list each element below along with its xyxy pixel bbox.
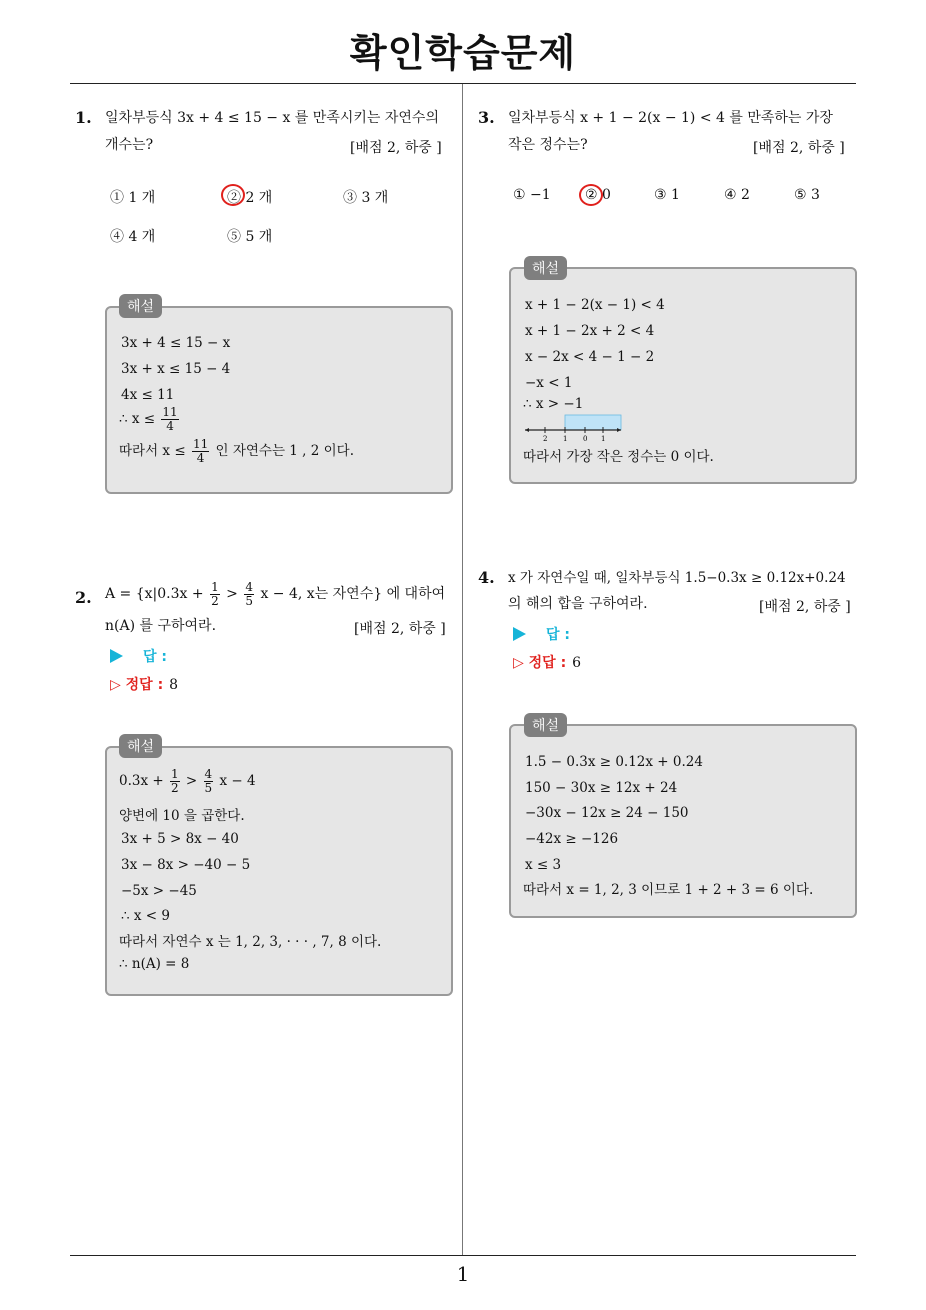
solution-line: x ≤ 3: [525, 857, 562, 873]
question-number: 4.: [478, 568, 495, 587]
fraction: $\frac{4}{5}$: [245, 579, 253, 608]
bottom-rule: [70, 1255, 856, 1256]
solution-line: x + 1 − 2x + 2 < 4: [525, 323, 655, 339]
solution-line: x − 2x < 4 − 1 − 2: [525, 349, 655, 365]
solution-line: 3x + 5 > 8x − 40: [121, 831, 239, 847]
solution-label: 해설: [524, 256, 567, 280]
tick-label: 1: [563, 435, 568, 442]
solution-label: 해설: [119, 294, 162, 318]
option-2[interactable]: ② 2 개: [227, 190, 273, 206]
tick-label: 0: [583, 435, 588, 442]
correct-answer: ▷ 정답 : 8: [110, 677, 179, 693]
solution-line: −x < 1: [525, 375, 573, 391]
solution-line: −30x − 12x ≥ 24 − 150: [525, 805, 689, 821]
fraction: $\frac{1}{2}$: [170, 767, 179, 795]
solution-line: 3x + x ≤ 15 − 4: [121, 361, 231, 377]
solution-line: 따라서 자연수 x 는 1, 2, 3, · · · , 7, 8 이다.: [119, 934, 382, 950]
score-tag: [배점 2, 하중 ]: [350, 140, 442, 156]
solution-line: 따라서 x = 1, 2, 3 이므로 1 + 2 + 3 = 6 이다.: [523, 882, 814, 898]
question-number: 2.: [75, 588, 92, 607]
tick-label: 2: [543, 435, 548, 442]
page-title: 확인학습문제: [349, 31, 577, 75]
option-5[interactable]: ⑤ 5 개: [227, 229, 273, 245]
fraction: $\frac{11}{4}$: [162, 405, 178, 433]
solution-line: ∴ n(A) = 8: [119, 956, 190, 972]
selected-answer-mark: [221, 184, 245, 206]
option-3[interactable]: ③ 1: [654, 187, 680, 203]
score-tag: [배점 2, 하중 ]: [753, 140, 845, 156]
solution-line: x + 1 − 2(x − 1) < 4: [525, 297, 665, 313]
question-text-line2: n(A) 를 구하여라.: [105, 618, 217, 634]
fraction: $\frac{1}{2}$: [211, 579, 219, 608]
solution-line: ∴ x > −1: [523, 396, 584, 412]
solution-line: ∴ x < 9: [121, 908, 170, 924]
solution-line: 3x − 8x > −40 − 5: [121, 857, 251, 873]
solution-box: [509, 267, 857, 484]
question-text-line1: x 가 자연수일 때, 일차부등식 1.5−0.3x ≥ 0.12x+0.24: [508, 570, 846, 586]
fraction: $\frac{11}{4}$: [192, 437, 209, 465]
solution-box: [509, 724, 857, 918]
solution-line: 1.5 − 0.3x ≥ 0.12x + 0.24: [525, 754, 703, 770]
option-1[interactable]: ① 1 개: [110, 190, 156, 206]
column-divider: [462, 84, 463, 1256]
answer-input-row[interactable]: 답 :: [110, 646, 167, 666]
option-1[interactable]: ① −1: [513, 187, 551, 203]
solution-line: 150 − 30x ≥ 12x + 24: [525, 780, 678, 796]
page-number: 1: [456, 1262, 470, 1286]
solution-box: [105, 306, 453, 494]
number-line: [523, 412, 623, 442]
answer-input-row[interactable]: 답 :: [513, 624, 570, 644]
tick-label: 1: [601, 435, 606, 442]
play-triangle-icon: [513, 627, 526, 641]
question-text-line1: 일차부등식 x + 1 − 2(x − 1) < 4 를 만족하는 가장: [508, 110, 833, 126]
solution-line: 따라서 가장 작은 정수는 0 이다.: [523, 449, 714, 465]
fraction: $\frac{4}{5}$: [204, 767, 213, 795]
option-2[interactable]: ② 0: [585, 187, 611, 203]
score-tag: [배점 2, 하중 ]: [759, 599, 851, 615]
solution-label: 해설: [119, 734, 162, 758]
play-triangle-icon: [110, 649, 123, 663]
option-4[interactable]: ④ 2: [724, 187, 750, 203]
selected-answer-mark: [579, 184, 603, 206]
option-4[interactable]: ④ 4 개: [110, 229, 156, 245]
solution-line: 3x + 4 ≤ 15 − x: [121, 335, 231, 351]
question-text-line2: 개수는?: [105, 137, 154, 153]
solution-line: 양변에 10 을 곱한다.: [119, 808, 245, 824]
option-5[interactable]: ⑤ 3: [794, 187, 820, 203]
question-text-line1: 일차부등식 3x + 4 ≤ 15 − x 를 만족시키는 자연수의: [105, 110, 439, 126]
top-rule: [70, 83, 856, 84]
solution-line: 0.3x + $\frac{1}{2}$ > $\frac{4}{5}$ x − 4: [119, 767, 256, 795]
solution-line: −42x ≥ −126: [525, 831, 619, 847]
question-text-line2: 작은 정수는?: [508, 137, 588, 153]
question-number: 3.: [478, 108, 495, 127]
question-text-line2: 의 해의 합을 구하여라.: [508, 596, 648, 612]
score-tag: [배점 2, 하중 ]: [354, 621, 446, 637]
correct-answer: ▷ 정답 : 6: [513, 655, 582, 671]
option-3[interactable]: ③ 3 개: [343, 190, 389, 206]
question-number: 1.: [75, 108, 92, 127]
question-text-line1: A = {x|0.3x + $\frac{1}{2}$ > $\frac{4}{5}$ x − 4, x는 자연수} 에 대하여: [105, 579, 446, 608]
solution-box: [105, 746, 453, 996]
solution-label: 해설: [524, 713, 567, 737]
solution-line: 따라서 x ≤ $\frac{11}{4}$ 인 자연수는 1 , 2 이다.: [119, 437, 355, 465]
solution-line: −5x > −45: [121, 883, 197, 899]
solution-line: ∴ x ≤ $\frac{11}{4}$: [119, 405, 178, 433]
solution-line: 4x ≤ 11: [121, 387, 175, 403]
